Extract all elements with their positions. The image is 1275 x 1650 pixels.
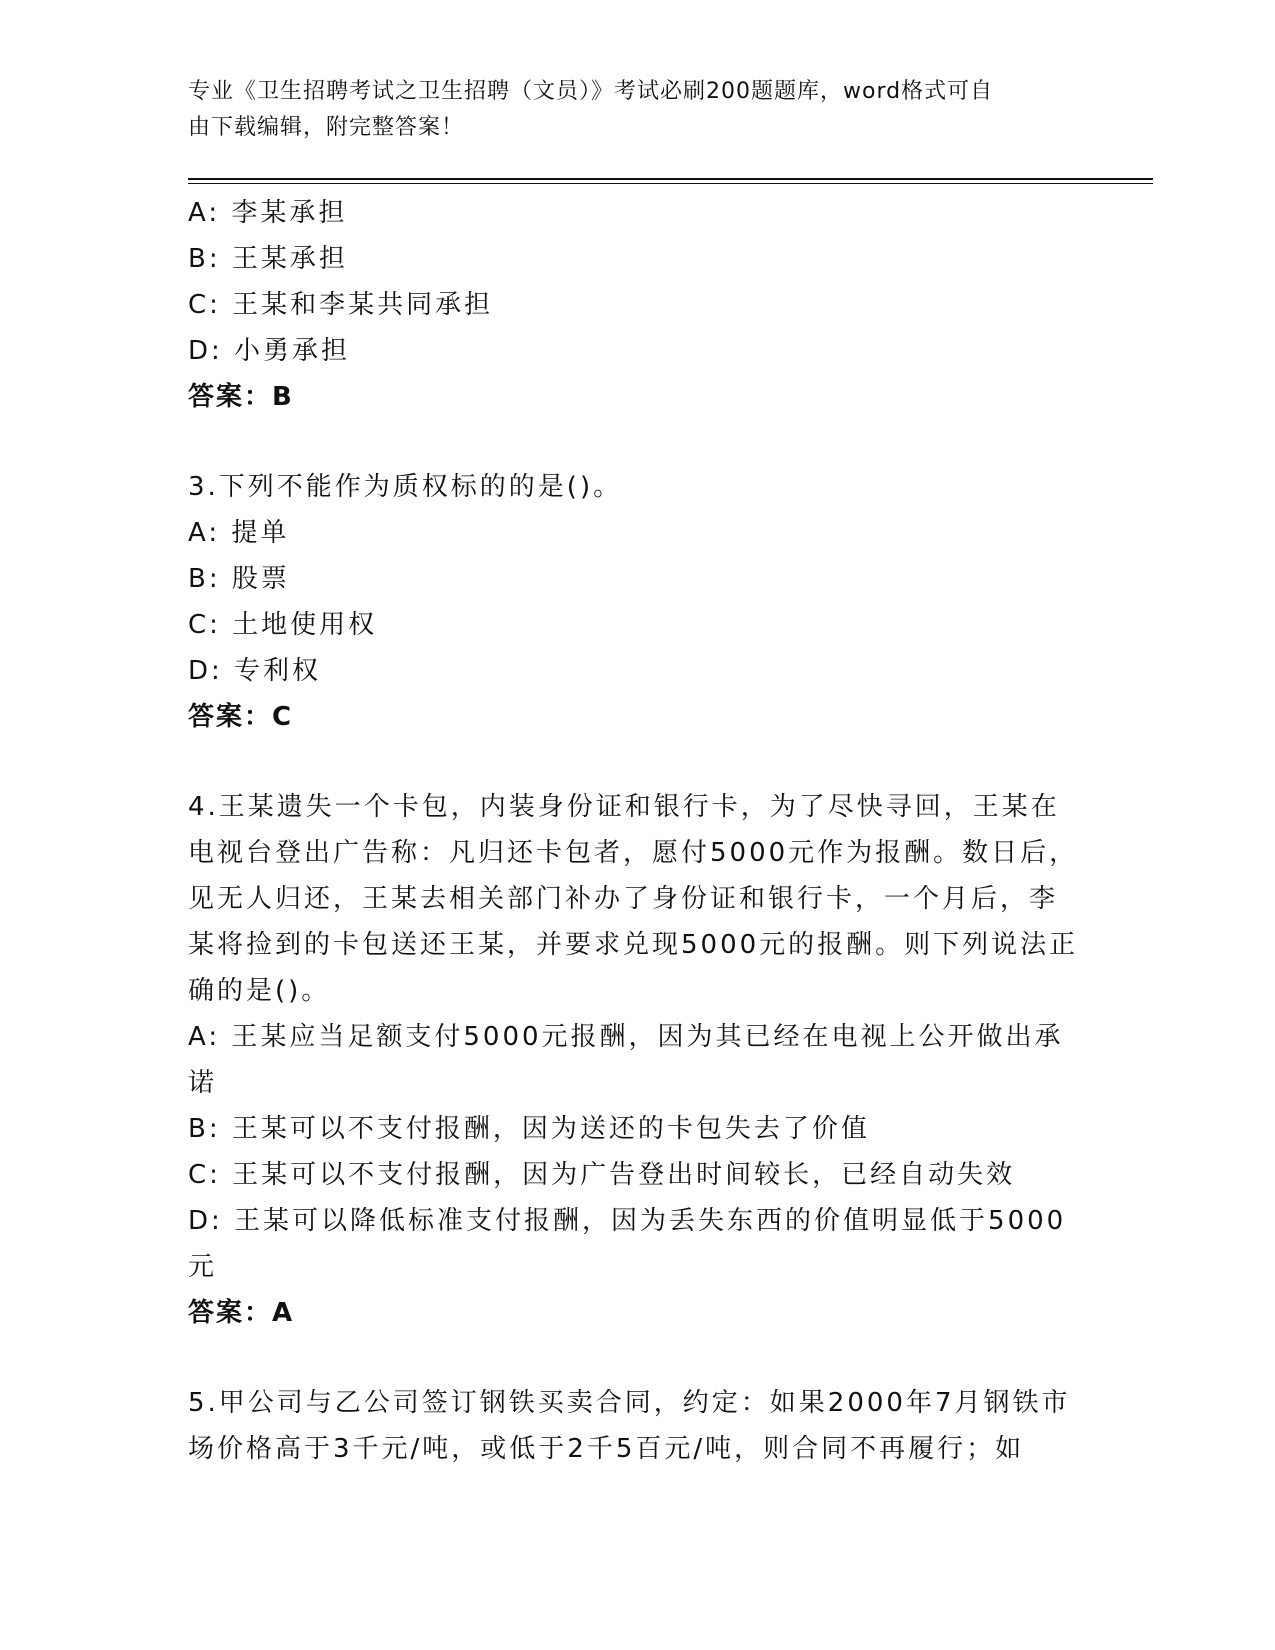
- header-line-2: 由下载编辑，附完整答案！: [188, 115, 465, 140]
- answer-label: 答案：C: [188, 702, 294, 732]
- answer-label: 答案：B: [188, 382, 294, 412]
- option-b: B: 王某可以不支付报酬，因为送还的卡包失去了价值: [188, 1114, 870, 1144]
- option-c: C: 土地使用权: [188, 610, 378, 640]
- question-stem: 3.下列不能作为质权标的的是()。: [188, 472, 623, 502]
- option-a: A: 李某承担: [188, 198, 348, 228]
- option-d: D: 王某可以降低标准支付报酬，因为丢失东西的价值明显低于5000: [188, 1206, 1067, 1236]
- question-4: [188, 784, 1088, 1336]
- question-stem-line: 4.王某遗失一个卡包，内装身份证和银行卡，为了尽快寻回，王某在: [188, 792, 1060, 822]
- header-divider-thick: [188, 178, 1153, 180]
- question-list: [188, 190, 1088, 1472]
- question-stem-line: 电视台登出广告称：凡归还卡包者，愿付5000元作为报酬。数日后，: [188, 838, 1079, 868]
- option-d: D: 专利权: [188, 656, 322, 686]
- header-line-1: 专业《卫生招聘考试之卫生招聘（文员）》考试必刷200题题库，word格式可自: [188, 79, 994, 104]
- question-stem-line: 见无人归还，王某去相关部门补办了身份证和银行卡，一个月后，李: [188, 884, 1059, 914]
- option-c: C: 王某可以不支付报酬，因为广告登出时间较长，已经自动失效: [188, 1160, 1016, 1190]
- answer-label: 答案：A: [188, 1298, 295, 1328]
- question-stem-line: 确的是()。: [188, 976, 331, 1006]
- question-spacer: [188, 420, 1088, 464]
- question-spacer: [188, 1336, 1088, 1380]
- question-2: [188, 190, 1088, 420]
- option-d-continued: 元: [188, 1252, 218, 1282]
- document-header: [188, 74, 1068, 146]
- option-a-continued: 诺: [188, 1068, 218, 1098]
- question-stem-line: 某将捡到的卡包送还王某，并要求兑现5000元的报酬。则下列说法正: [188, 930, 1079, 960]
- question-3: [188, 464, 1088, 740]
- option-c: C: 王某和李某共同承担: [188, 290, 494, 320]
- question-stem-line: 场价格高于3千元/吨，或低于2千5百元/吨，则合同不再履行；如: [188, 1434, 1025, 1464]
- question-stem-line: 5.甲公司与乙公司签订钢铁买卖合同，约定：如果2000年7月钢铁市: [188, 1388, 1071, 1418]
- option-b: B: 王某承担: [188, 244, 348, 274]
- option-d: D: 小勇承担: [188, 336, 351, 366]
- question-5: [188, 1380, 1088, 1472]
- option-a: A: 提单: [188, 518, 290, 548]
- option-b: B: 股票: [188, 564, 290, 594]
- option-a: A: 王某应当足额支付5000元报酬，因为其已经在电视上公开做出承: [188, 1022, 1064, 1052]
- question-spacer: [188, 740, 1088, 784]
- header-divider-thin: [188, 183, 1153, 184]
